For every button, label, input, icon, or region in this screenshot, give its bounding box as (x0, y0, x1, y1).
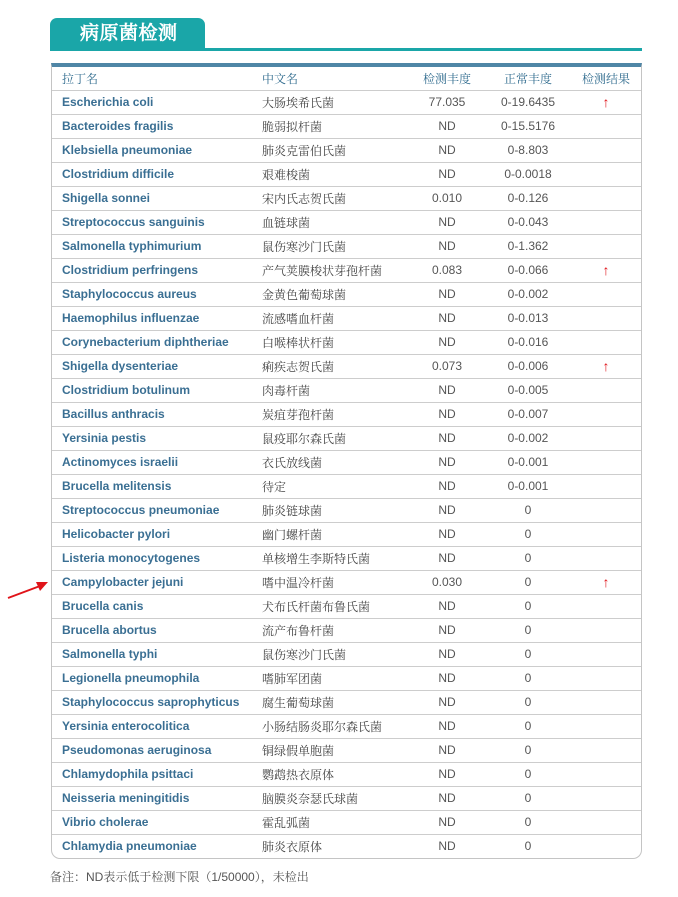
table-row (52, 546, 642, 570)
chinese-name-cell: 白喉棒状杆菌 (262, 330, 407, 354)
table-row (52, 450, 642, 474)
table-row (52, 594, 642, 618)
latin-name-cell: Staphylococcus aureus (52, 282, 262, 306)
table-row (52, 690, 642, 714)
normal-range-cell: 0 (487, 570, 569, 594)
up-arrow-icon: ↑ (602, 574, 610, 590)
latin-name-cell: Staphylococcus saprophyticus (52, 690, 262, 714)
chinese-name-cell: 产气荚膜梭状芽孢杆菌 (262, 258, 407, 282)
normal-range-cell: 0-0.006 (487, 354, 569, 378)
pathogen-table-container (51, 63, 642, 859)
chinese-name-cell: 鼠疫耶尔森氏菌 (262, 426, 407, 450)
section-title: 病原菌检测 (50, 18, 205, 50)
latin-name-cell: Bacillus anthracis (52, 402, 262, 426)
abundance-cell: ND (407, 378, 487, 402)
chinese-name-cell: 金黄色葡萄球菌 (262, 282, 407, 306)
table-row (52, 210, 642, 234)
latin-name-cell: Haemophilus influenzae (52, 306, 262, 330)
normal-range-cell: 0-0.007 (487, 402, 569, 426)
result-cell (569, 690, 642, 714)
abundance-cell: ND (407, 306, 487, 330)
table-row (52, 474, 642, 498)
latin-name-cell: Brucella melitensis (52, 474, 262, 498)
latin-name-cell: Salmonella typhi (52, 642, 262, 666)
abundance-cell: ND (407, 786, 487, 810)
result-cell (569, 186, 642, 210)
table-row (52, 786, 642, 810)
chinese-name-cell: 鹦鹉热衣原体 (262, 762, 407, 786)
abundance-cell: ND (407, 474, 487, 498)
result-cell (569, 786, 642, 810)
table-row (52, 114, 642, 138)
normal-range-cell: 0 (487, 738, 569, 762)
normal-range-cell: 0-0.013 (487, 306, 569, 330)
table-row (52, 162, 642, 186)
abundance-cell: ND (407, 234, 487, 258)
table-row (52, 738, 642, 762)
result-cell (569, 666, 642, 690)
result-cell (569, 282, 642, 306)
table-row (52, 282, 642, 306)
latin-name-cell: Chlamydophila psittaci (52, 762, 262, 786)
abundance-cell: ND (407, 522, 487, 546)
chinese-name-cell: 大肠埃希氏菌 (262, 90, 407, 114)
latin-name-cell: Klebsiella pneumoniae (52, 138, 262, 162)
table-row (52, 90, 642, 114)
chinese-name-cell: 犬布氏杆菌布鲁氏菌 (262, 594, 407, 618)
abundance-cell: ND (407, 498, 487, 522)
normal-range-cell: 0-0.016 (487, 330, 569, 354)
latin-name-cell: Brucella abortus (52, 618, 262, 642)
red-pointer-arrow-icon (6, 578, 50, 602)
latin-name-cell: Brucella canis (52, 594, 262, 618)
chinese-name-cell: 痢疾志贺氏菌 (262, 354, 407, 378)
normal-range-cell: 0-0.043 (487, 210, 569, 234)
latin-name-cell: Actinomyces israelii (52, 450, 262, 474)
normal-range-cell: 0-0.126 (487, 186, 569, 210)
abundance-cell: ND (407, 642, 487, 666)
abundance-cell: ND (407, 594, 487, 618)
table-row (52, 354, 642, 378)
abundance-cell: 0.010 (407, 186, 487, 210)
normal-range-cell: 0 (487, 522, 569, 546)
table-row (52, 522, 642, 546)
chinese-name-cell: 霍乱弧菌 (262, 810, 407, 834)
normal-range-cell: 0 (487, 810, 569, 834)
chinese-name-cell: 炭疽芽孢杆菌 (262, 402, 407, 426)
table-row (52, 138, 642, 162)
normal-range-cell: 0 (487, 666, 569, 690)
abundance-cell: ND (407, 162, 487, 186)
result-cell (569, 306, 642, 330)
chinese-name-cell: 鼠伤寒沙门氏菌 (262, 642, 407, 666)
abundance-cell: ND (407, 690, 487, 714)
result-cell (569, 810, 642, 834)
latin-name-cell: Yersinia enterocolitica (52, 714, 262, 738)
abundance-cell: ND (407, 618, 487, 642)
abundance-cell: ND (438, 839, 456, 854)
normal-range-cell: 0 (487, 498, 569, 522)
chinese-name-cell: 流产布鲁杆菌 (262, 618, 407, 642)
normal-range-cell: 0-0.001 (487, 450, 569, 474)
latin-name-cell: Corynebacterium diphtheriae (52, 330, 262, 354)
latin-name-cell: Clostridium botulinum (52, 378, 262, 402)
abundance-cell: ND (407, 282, 487, 306)
chinese-name-cell: 鼠伤寒沙门氏菌 (262, 234, 407, 258)
normal-range-cell: 0-15.5176 (487, 114, 569, 138)
abundance-cell: ND (407, 450, 487, 474)
result-cell (569, 738, 642, 762)
table-header-row (52, 67, 642, 90)
latin-name-cell: Shigella sonnei (52, 186, 262, 210)
normal-range-cell: 0 (487, 690, 569, 714)
table-row (52, 642, 642, 666)
latin-name-cell: Legionella pneumophila (52, 666, 262, 690)
chinese-name-cell: 小肠结肠炎耶尔森氏菌 (262, 714, 407, 738)
result-cell (569, 642, 642, 666)
chinese-name-cell: 脆弱拟杆菌 (262, 114, 407, 138)
result-cell (569, 522, 642, 546)
result-cell (569, 402, 642, 426)
result-cell (569, 426, 642, 450)
chinese-name-cell: 腐生葡萄球菌 (262, 690, 407, 714)
chinese-name-cell: 艰难梭菌 (262, 162, 407, 186)
chinese-name-cell: 肺炎衣原体 (262, 839, 323, 854)
latin-name-cell: Chlamydia pneumoniae (62, 839, 197, 854)
result-cell (569, 546, 642, 570)
result-cell (569, 234, 642, 258)
table-row (52, 714, 642, 738)
result-cell (569, 90, 642, 114)
normal-range-cell: 0 (487, 594, 569, 618)
section-divider (50, 48, 642, 51)
table-row (52, 762, 642, 786)
table-row (52, 402, 642, 426)
result-cell (569, 330, 642, 354)
normal-range-cell: 0 (487, 786, 569, 810)
normal-range-cell: 0-0.0018 (487, 162, 569, 186)
result-cell (569, 258, 642, 282)
up-arrow-icon: ↑ (602, 358, 610, 374)
latin-name-cell: Escherichia coli (52, 90, 262, 114)
chinese-name-cell: 肺炎链球菌 (262, 498, 407, 522)
table-row (52, 570, 642, 594)
normal-range-cell: 0-0.066 (487, 258, 569, 282)
normal-range-cell: 0-19.6435 (487, 90, 569, 114)
table-row (52, 498, 642, 522)
latin-name-cell: Yersinia pestis (52, 426, 262, 450)
result-cell (569, 378, 642, 402)
normal-range-cell: 0 (487, 762, 569, 786)
normal-range-cell: 0 (487, 642, 569, 666)
latin-name-cell: Vibrio cholerae (52, 810, 262, 834)
normal-range-cell: 0-0.002 (487, 426, 569, 450)
normal-range-cell: 0-0.005 (487, 378, 569, 402)
result-cell (569, 354, 642, 378)
normal-range-cell: 0-8.803 (487, 138, 569, 162)
table-row (52, 378, 642, 402)
latin-name-cell: Shigella dysenteriae (52, 354, 262, 378)
normal-range-cell: 0 (524, 839, 532, 854)
abundance-cell: ND (407, 546, 487, 570)
latin-name-cell: Neisseria meningitidis (52, 786, 262, 810)
abundance-cell: 77.035 (407, 90, 487, 114)
chinese-name-cell: 嗜中温冷杆菌 (262, 570, 407, 594)
latin-name-cell: Clostridium perfringens (52, 258, 262, 282)
result-cell (569, 618, 642, 642)
abundance-cell: ND (407, 714, 487, 738)
chinese-name-cell: 肉毒杆菌 (262, 378, 407, 402)
header-abundance: 检测丰度 (407, 67, 487, 90)
result-cell (569, 834, 642, 858)
result-cell (569, 762, 642, 786)
chinese-name-cell: 嗜肺军团菌 (262, 666, 407, 690)
header-result: 检测结果 (569, 67, 642, 90)
result-cell (569, 498, 642, 522)
chinese-name-cell: 待定 (262, 474, 407, 498)
latin-name-cell: Campylobacter jejuni (52, 570, 262, 594)
latin-name-cell: Pseudomonas aeruginosa (52, 738, 262, 762)
latin-name-cell: Bacteroides fragilis (52, 114, 262, 138)
abundance-cell: 0.030 (407, 570, 487, 594)
latin-name-cell: Clostridium difficile (52, 162, 262, 186)
result-cell (569, 570, 642, 594)
header-normal-range: 正常丰度 (487, 67, 569, 90)
abundance-cell: ND (407, 738, 487, 762)
table-row (52, 666, 642, 690)
up-arrow-icon: ↑ (602, 262, 610, 278)
chinese-name-cell: 肺炎克雷伯氏菌 (262, 138, 407, 162)
result-cell (569, 210, 642, 234)
chinese-name-cell: 衣氏放线菌 (262, 450, 407, 474)
pathogen-table (52, 67, 642, 858)
table-row (52, 426, 642, 450)
table-row (52, 618, 642, 642)
abundance-cell: ND (407, 426, 487, 450)
latin-name-cell: Streptococcus pneumoniae (52, 498, 262, 522)
normal-range-cell: 0-0.002 (487, 282, 569, 306)
abundance-cell: ND (407, 210, 487, 234)
table-row (52, 834, 642, 858)
footnote: 备注：ND表示低于检测下限（1/50000），未检出 (50, 870, 309, 884)
abundance-cell: ND (407, 666, 487, 690)
chinese-name-cell: 铜绿假单胞菌 (262, 738, 407, 762)
normal-range-cell: 0 (487, 618, 569, 642)
table-row (52, 258, 642, 282)
chinese-name-cell: 血链球菌 (262, 210, 407, 234)
result-cell (569, 162, 642, 186)
table-row (52, 186, 642, 210)
result-cell (569, 714, 642, 738)
normal-range-cell: 0 (487, 714, 569, 738)
latin-name-cell: Salmonella typhimurium (52, 234, 262, 258)
table-row (52, 306, 642, 330)
result-cell (569, 474, 642, 498)
abundance-cell: 0.073 (407, 354, 487, 378)
table-row (52, 330, 642, 354)
latin-name-cell: Streptococcus sanguinis (52, 210, 262, 234)
abundance-cell: 0.083 (407, 258, 487, 282)
result-cell (569, 114, 642, 138)
normal-range-cell: 0-1.362 (487, 234, 569, 258)
abundance-cell: ND (407, 810, 487, 834)
header-chinese-name: 中文名 (262, 67, 407, 90)
abundance-cell: ND (407, 762, 487, 786)
abundance-cell: ND (407, 138, 487, 162)
abundance-cell: ND (407, 114, 487, 138)
header-latin-name: 拉丁名 (52, 67, 262, 90)
latin-name-cell: Listeria monocytogenes (52, 546, 262, 570)
result-cell (569, 138, 642, 162)
latin-name-cell: Helicobacter pylori (52, 522, 262, 546)
up-arrow-icon: ↑ (602, 94, 610, 110)
chinese-name-cell: 宋内氏志贺氏菌 (262, 186, 407, 210)
chinese-name-cell: 流感嗜血杆菌 (262, 306, 407, 330)
normal-range-cell: 0 (487, 546, 569, 570)
table-row (52, 234, 642, 258)
table-row (52, 810, 642, 834)
abundance-cell: ND (407, 330, 487, 354)
chinese-name-cell: 单核增生李斯特氏菌 (262, 546, 407, 570)
chinese-name-cell: 幽门螺杆菌 (262, 522, 407, 546)
result-cell (569, 594, 642, 618)
section-header (50, 18, 642, 52)
chinese-name-cell: 脑膜炎奈瑟氏球菌 (262, 786, 407, 810)
abundance-cell: ND (407, 402, 487, 426)
result-cell (569, 450, 642, 474)
normal-range-cell: 0-0.001 (487, 474, 569, 498)
